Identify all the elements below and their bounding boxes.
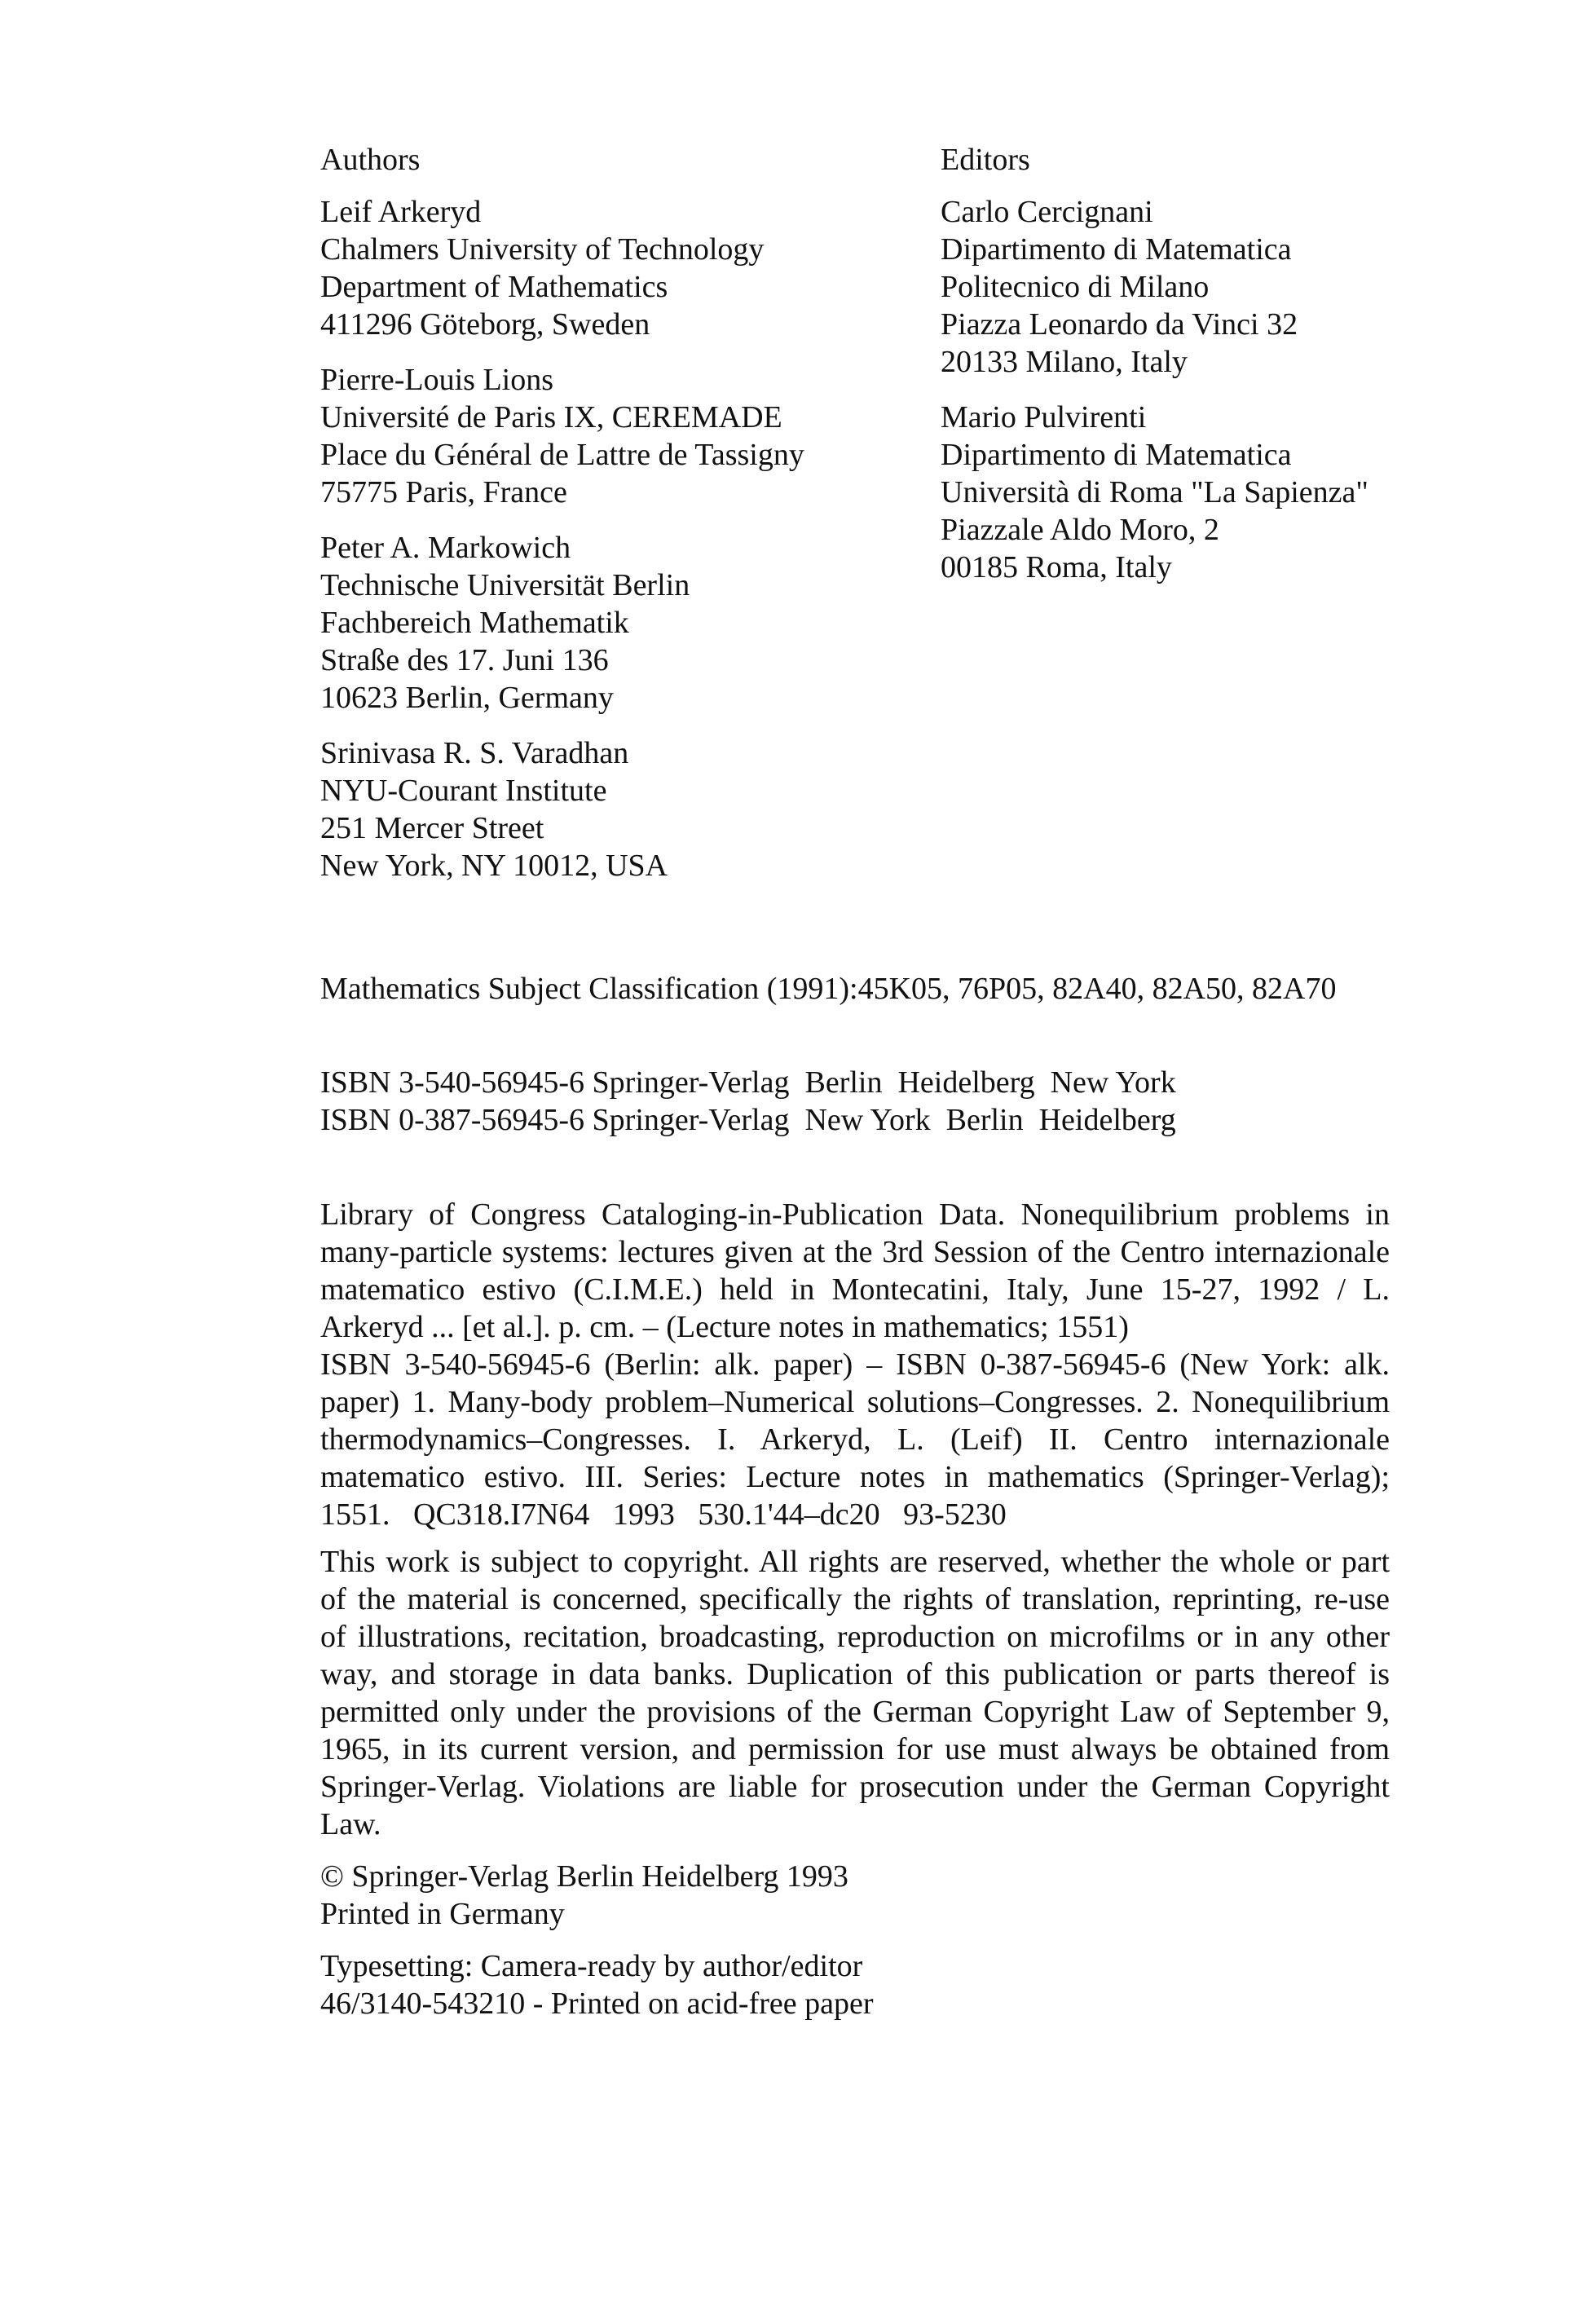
editor-line: Piazza Leonardo da Vinci 32 <box>941 307 1298 342</box>
author-line: NYU-Courant Institute <box>320 774 607 808</box>
cip-line: Arkeryd ... [et al.]. p. cm. – (Lecture notes in mathematics; 1551) <box>320 1310 1129 1344</box>
editor-entry <box>941 193 1560 381</box>
cip-line: paper) 1. Many-body problem–Numerical solutions–Congresses. 2. Nonequilibrium <box>320 1385 1390 1419</box>
notice-line: Law. <box>320 1807 381 1841</box>
author-entry <box>320 361 891 511</box>
notice-line: of the material is concerned, specifically the rights of translation, reprinting, re-use <box>320 1582 1390 1616</box>
typesetting-block <box>320 1947 1390 2022</box>
notice-line: way, and storage in data banks. Duplication of this publication or parts thereof is <box>320 1657 1390 1691</box>
author-line: Chalmers University of Technology <box>320 232 765 267</box>
editor-line: Mario Pulvirenti <box>941 400 1147 434</box>
author-line: Technische Universität Berlin <box>320 568 690 602</box>
notice-line: of illustrations, recitation, broadcasting, reproduction on microfilms or in any other <box>320 1620 1390 1654</box>
authors-column <box>320 141 891 902</box>
cip-line: 1551. QC318.I7N64 1993 530.1'44–dc20 93-5230 <box>320 1497 1007 1532</box>
isbn-line: ISBN 3-540-56945-6 Springer-Verlag Berlin Heidelberg New York <box>320 1065 1176 1100</box>
cataloging-block <box>320 1196 1390 2022</box>
author-line: Pierre-Louis Lions <box>320 363 554 397</box>
editors-heading: Editors <box>941 143 1030 177</box>
notice-line: 1965, in its current version, and permission for use must always be obtained from <box>320 1732 1390 1766</box>
editors-column <box>941 141 1560 604</box>
author-line: Université de Paris IX, CEREMADE <box>320 400 782 434</box>
copyright-line: © Springer-Verlag Berlin Heidelberg 1993 <box>320 1859 848 1894</box>
print-code-line: 46/3140-543210 - Printed on acid-free paper <box>320 1987 874 2021</box>
author-line: 75775 Paris, France <box>320 475 567 509</box>
editor-line: Dipartimento di Matematica <box>941 438 1292 472</box>
author-line: Peter A. Markowich <box>320 531 571 565</box>
notice-line: permitted only under the provisions of the German Copyright Law of September 9, <box>320 1695 1390 1729</box>
cip-line: thermodynamics–Congresses. I. Arkeryd, L. (Leif) II. Centro internazionale <box>320 1422 1390 1457</box>
author-entry <box>320 529 891 717</box>
cip-line: matematico estivo (C.I.M.E.) held in Montecatini, Italy, June 15-27, 1992 / L. <box>320 1272 1390 1307</box>
author-line: Straße des 17. Juni 136 <box>320 643 609 677</box>
copyright-notice <box>320 1543 1390 1843</box>
notice-line: Springer-Verlag. Violations are liable for prosecution under the German Copyright <box>320 1770 1390 1804</box>
editor-line: Università di Roma "La Sapienza" <box>941 475 1368 509</box>
editor-line: Dipartimento di Matematica <box>941 232 1292 267</box>
author-line: Leif Arkeryd <box>320 195 482 229</box>
cip-line: ISBN 3-540-56945-6 (Berlin: alk. paper) – ISBN 0-387-56945-6 (New York: alk. <box>320 1347 1390 1382</box>
author-entry <box>320 734 891 884</box>
cip-line: matematico estivo. III. Series: Lecture notes in mathematics (Springer-Verlag); <box>320 1460 1390 1494</box>
cip-line: Library of Congress Cataloging-in-Publication Data. Nonequilibrium problems in <box>320 1197 1390 1232</box>
editor-line: Piazzale Aldo Moro, 2 <box>941 513 1219 547</box>
author-line: 10623 Berlin, Germany <box>320 681 614 715</box>
author-entry <box>320 193 891 343</box>
author-line: 411296 Göteborg, Sweden <box>320 307 650 342</box>
editor-entry <box>941 399 1560 586</box>
authors-heading: Authors <box>320 143 421 177</box>
author-line: Srinivasa R. S. Varadhan <box>320 736 629 770</box>
author-line: Department of Mathematics <box>320 270 668 304</box>
typesetting-line: Typesetting: Camera-ready by author/editor <box>320 1949 863 1983</box>
isbn-line: ISBN 0-387-56945-6 Springer-Verlag New York Berlin Heidelberg <box>320 1103 1176 1137</box>
cip-line: many-particle systems: lectures given at the 3rd Session of the Centro internazionale <box>320 1235 1390 1269</box>
author-line: Fachbereich Mathematik <box>320 606 629 640</box>
editor-line: 00185 Roma, Italy <box>941 550 1172 584</box>
subject-classification: Mathematics Subject Classification (1991):45K05, 76P05, 82A40, 82A50, 82A70 <box>320 972 1337 1006</box>
author-line: New York, NY 10012, USA <box>320 849 668 883</box>
notice-line: This work is subject to copyright. All rights are reserved, whether the whole or part <box>320 1545 1390 1579</box>
printed-in-line: Printed in Germany <box>320 1897 565 1931</box>
editor-line: 20133 Milano, Italy <box>941 345 1188 379</box>
editor-line: Carlo Cercignani <box>941 195 1153 229</box>
author-line: 251 Mercer Street <box>320 811 544 845</box>
author-line: Place du Général de Lattre de Tassigny <box>320 438 804 472</box>
editor-line: Politecnico di Milano <box>941 270 1210 304</box>
publisher-block <box>320 1858 1390 1933</box>
isbn-block <box>320 1064 1390 1139</box>
